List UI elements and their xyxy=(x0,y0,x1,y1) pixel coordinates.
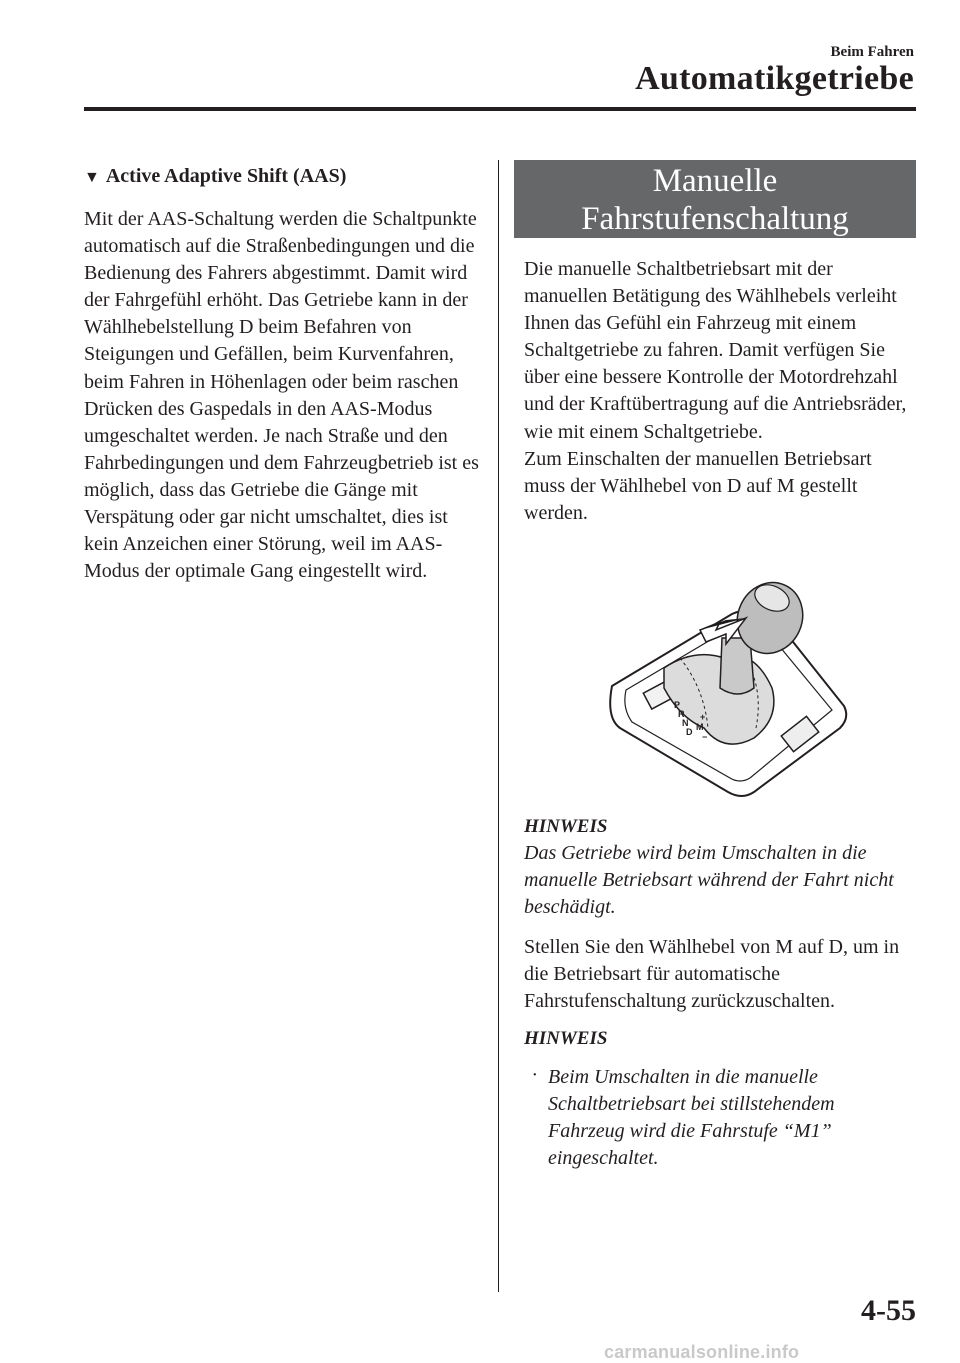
return-paragraph-text: Stellen Sie den Wählhebel von M auf D, um in die Betriebsart für automatische Fahrstufenschaltung zurückzuschalten. xyxy=(524,936,900,1013)
triangle-marker-icon: ▼ xyxy=(84,169,100,186)
gear-label-plus: + xyxy=(700,712,706,722)
intro-paragraph-2: Zum Einschalten der manuellen Betriebsart muss der Wählhebel von D auf M gestellt werden. xyxy=(524,447,872,524)
gear-label-r: R xyxy=(678,709,685,719)
column-divider xyxy=(498,160,499,1292)
section-banner xyxy=(514,160,916,238)
section-heading xyxy=(84,162,484,192)
gear-shifter-figure xyxy=(604,578,860,804)
note-2-label: HINWEIS xyxy=(524,1028,608,1049)
note-1-label: HINWEIS xyxy=(524,816,608,837)
page-title: Automatikgetriebe xyxy=(635,60,914,97)
manual-intro xyxy=(514,256,916,527)
note-2-bullet-text: Beim Umschalten in die manuelle Schaltbetriebsart bei stillstehendem Fahrzeug wird die Fahrstufe “M1” eingeschaltet. xyxy=(548,1066,835,1169)
intro-paragraph-1: Die manuelle Schaltbetriebsart mit der manuellen Betätigung des Wählhebels verleiht Ihnen das Gefühl ein Fahrzeug mit einem Schaltgetriebe zu fahren. Damit verfügen Sie über eine bessere Kontrolle der Motordrehzahl und der Kraftübertragung auf die Antriebsräder, wie mit einem Schaltgetriebe. xyxy=(524,258,907,443)
left-column xyxy=(84,162,484,585)
gear-label-n: N xyxy=(682,718,689,728)
page-number: 4-55 xyxy=(861,1294,916,1327)
banner-line-2: Fahrstufenschaltung xyxy=(581,201,849,237)
note-2 xyxy=(524,1026,918,1052)
gear-label-m: M xyxy=(696,722,704,732)
header-rule xyxy=(84,107,916,111)
return-paragraph xyxy=(524,934,918,1015)
gear-label-p: P xyxy=(674,700,681,710)
gear-label-minus: − xyxy=(702,732,708,742)
watermark: carmanualsonline.info xyxy=(604,1342,800,1362)
banner-line-1: Manuelle xyxy=(652,163,778,199)
gear-label-d: D xyxy=(686,727,693,737)
gear-shifter-illustration xyxy=(604,578,860,804)
note-2-bullet xyxy=(532,1064,912,1172)
aas-paragraph: Mit der AAS-Schaltung werden die Schaltpunkte automatisch auf die Straßenbedingungen und die Bedienung des Fahrers abgestimmt. Damit wird der Fahrgefühl erhöht. Das Getriebe kann in der Wählhebelstellung D beim Befahren von Steigungen und Gefällen, beim Kurvenfahren, beim Fahren in Höhenlagen oder beim raschen Drücken des Gaspedals in den AAS-Modus umgeschaltet werden. Je nach Straße und den Fahrbedingungen und dem Fahrzeugbetrieb ist es möglich, dass das Getriebe die Gänge mit Verspätung oder gar nicht umschaltet, dies ist kein Anzeichen einer Störung, weil im AAS-Modus der optimale Gang eingestellt wird. xyxy=(84,208,479,583)
note-1-text: Das Getriebe wird beim Umschalten in die manuelle Betriebsart während der Fahrt nicht beschädigt. xyxy=(524,842,894,918)
section-heading-text: Active Adaptive Shift (AAS) xyxy=(105,165,347,187)
right-column xyxy=(514,160,916,527)
note-1 xyxy=(524,814,918,921)
header-section: Beim Fahren xyxy=(830,44,914,60)
bullet-dot-icon: · xyxy=(532,1064,537,1086)
